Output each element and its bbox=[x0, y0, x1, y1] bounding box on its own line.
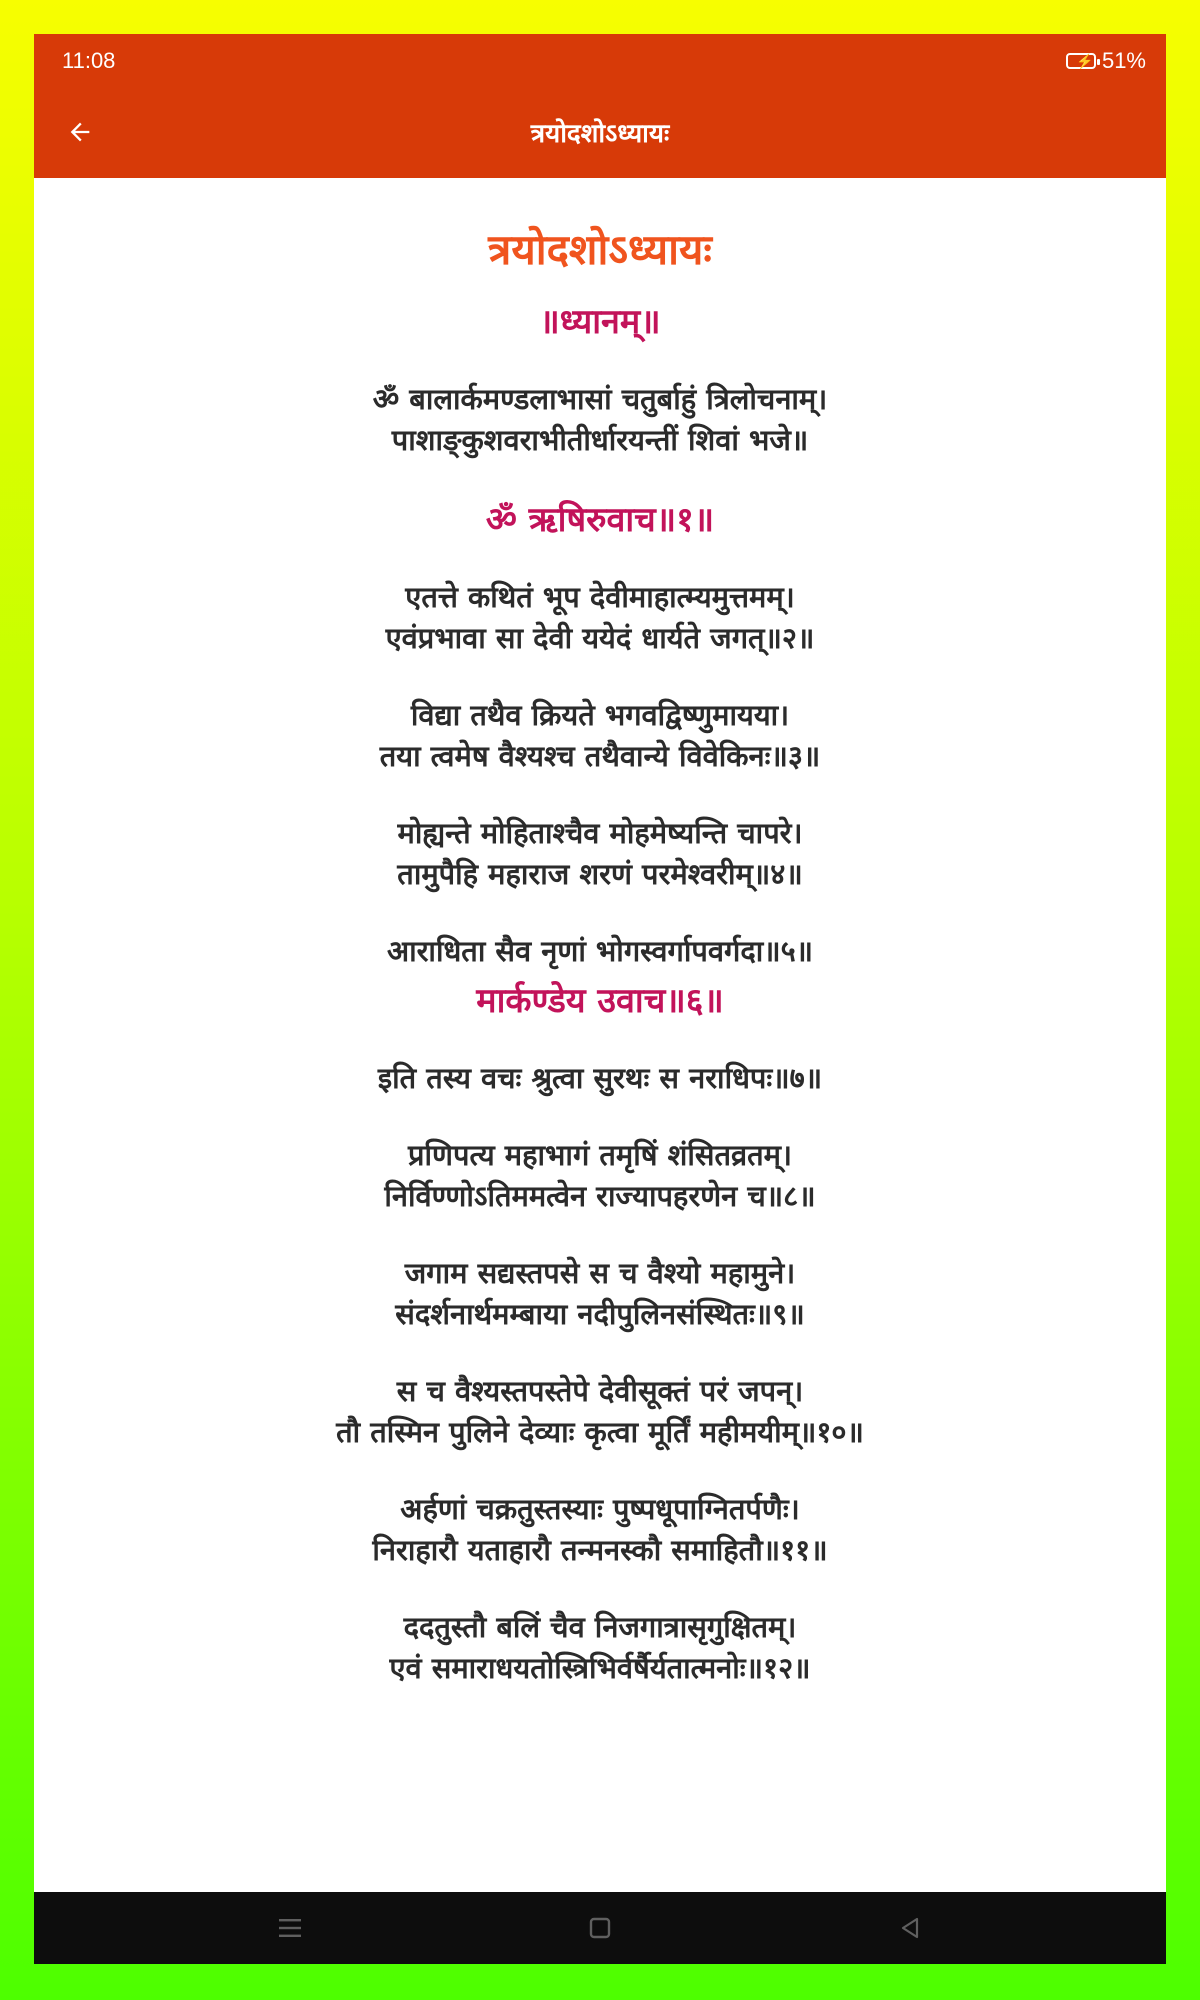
battery-percent: 51% bbox=[1101, 48, 1146, 73]
app-bar-title: त्रयोदशोऽध्यायः bbox=[530, 119, 670, 149]
verse-11 bbox=[34, 1489, 1166, 1571]
verse-8 bbox=[34, 1135, 1166, 1217]
verse-line: पाशाङ्‌कुशवराभीतीर्धारयन्तीं शिवां भजे॥ bbox=[391, 423, 809, 457]
nav-home-button[interactable] bbox=[570, 1898, 630, 1958]
verse-line: ददतुस्तौ बलिं चैव निजगात्रासृगुक्षितम्। bbox=[403, 1610, 797, 1644]
verse-line: ॐ बालार्कमण्डलाभासां चतुर्बाहुं त्रिलोचनाम्। bbox=[372, 382, 828, 416]
rishi-heading: ॐ ऋषिरुवाच॥१॥ bbox=[485, 500, 715, 540]
verse-5 bbox=[34, 931, 1166, 972]
verse-10 bbox=[34, 1371, 1166, 1453]
status-bar bbox=[34, 34, 1166, 86]
verse-line: स च वैश्यस्तपस्तेपे देवीसूक्तं परं जपन्। bbox=[396, 1374, 804, 1408]
markandeya-heading: मार्कण्डेय उवाच॥६॥ bbox=[476, 981, 724, 1021]
device-screen bbox=[34, 34, 1166, 1964]
square-home-icon bbox=[588, 1916, 612, 1940]
verse-line: विद्या तथैव क्रियते भगवद्विष्णुमायया। bbox=[410, 698, 790, 732]
dhyanam-heading: ॥ध्यानम्॥ bbox=[539, 302, 661, 342]
chapter-content bbox=[34, 178, 1166, 1838]
dhyanam-verse bbox=[34, 379, 1166, 461]
verse-line: निराहारौ यताहारौ तन्मनस्कौ समाहितौ॥११॥ bbox=[372, 1533, 828, 1567]
app-bar bbox=[34, 86, 1166, 178]
verse-line: संदर्शनार्थमम्बाया नदीपुलिनसंस्थितः॥९॥ bbox=[395, 1297, 805, 1331]
verse-line: आराधिता सैव नृणां भोगस्वर्गापवर्गदा॥५॥ bbox=[386, 934, 814, 968]
verse-2 bbox=[34, 577, 1166, 659]
verse-line: एतत्ते कथितं भूप देवीमाहात्म्यमुत्तमम्। bbox=[405, 580, 795, 614]
verse-line: अर्हणां चक्रतुस्तस्याः पुष्पधूपाग्नितर्पणैः। bbox=[400, 1492, 800, 1526]
verse-12 bbox=[34, 1607, 1166, 1689]
verse-line: एवं समाराधयतोस्त्रिभिर्वर्षैर्यतात्मनोः॥१२॥ bbox=[389, 1651, 811, 1685]
verse-line: तौ तस्मिन पुलिने देव्याः कृत्वा मूर्तिं महीमयीम्॥१०॥ bbox=[336, 1415, 864, 1449]
battery-charging-icon: ⚡ bbox=[1066, 53, 1096, 69]
verse-line: प्रणिपत्य महाभागं तमृषिं शंसितव्रतम्। bbox=[408, 1138, 792, 1172]
nav-menu-button[interactable] bbox=[260, 1898, 320, 1958]
verse-line: मोह्यन्ते मोहिताश्चैव मोहमेष्यन्ति चापरे। bbox=[397, 816, 803, 850]
triangle-back-icon bbox=[898, 1916, 922, 1940]
status-right bbox=[1066, 48, 1146, 74]
verse-7 bbox=[34, 1058, 1166, 1099]
nav-back-button[interactable] bbox=[880, 1898, 940, 1958]
verse-line: तया त्वमेष वैश्यश्च तथैवान्ये विवेकिनः॥३॥ bbox=[379, 739, 821, 773]
chapter-title: त्रयोदशोऽध्यायः bbox=[488, 225, 712, 274]
verse-line: एवंप्रभावा सा देवी ययेदं धार्यते जगत्॥२॥ bbox=[385, 621, 815, 655]
verse-line: जगाम सद्यस्तपसे स च वैश्यो महामुने। bbox=[404, 1256, 796, 1290]
verse-9 bbox=[34, 1253, 1166, 1335]
menu-icon bbox=[278, 1917, 302, 1939]
system-nav-bar bbox=[34, 1892, 1166, 1964]
verse-3 bbox=[34, 695, 1166, 777]
verse-line: इति तस्य वचः श्रुत्वा सुरथः स नराधिपः॥७॥ bbox=[377, 1061, 823, 1095]
status-time: 11:08 bbox=[62, 48, 116, 73]
verse-4 bbox=[34, 813, 1166, 895]
verse-line: तामुपैहि महाराज शरणं परमेश्वरीम्॥४॥ bbox=[397, 857, 803, 891]
verse-line: निर्विण्णोऽतिममत्वेन राज्यापहरणेन च॥८॥ bbox=[384, 1179, 816, 1213]
